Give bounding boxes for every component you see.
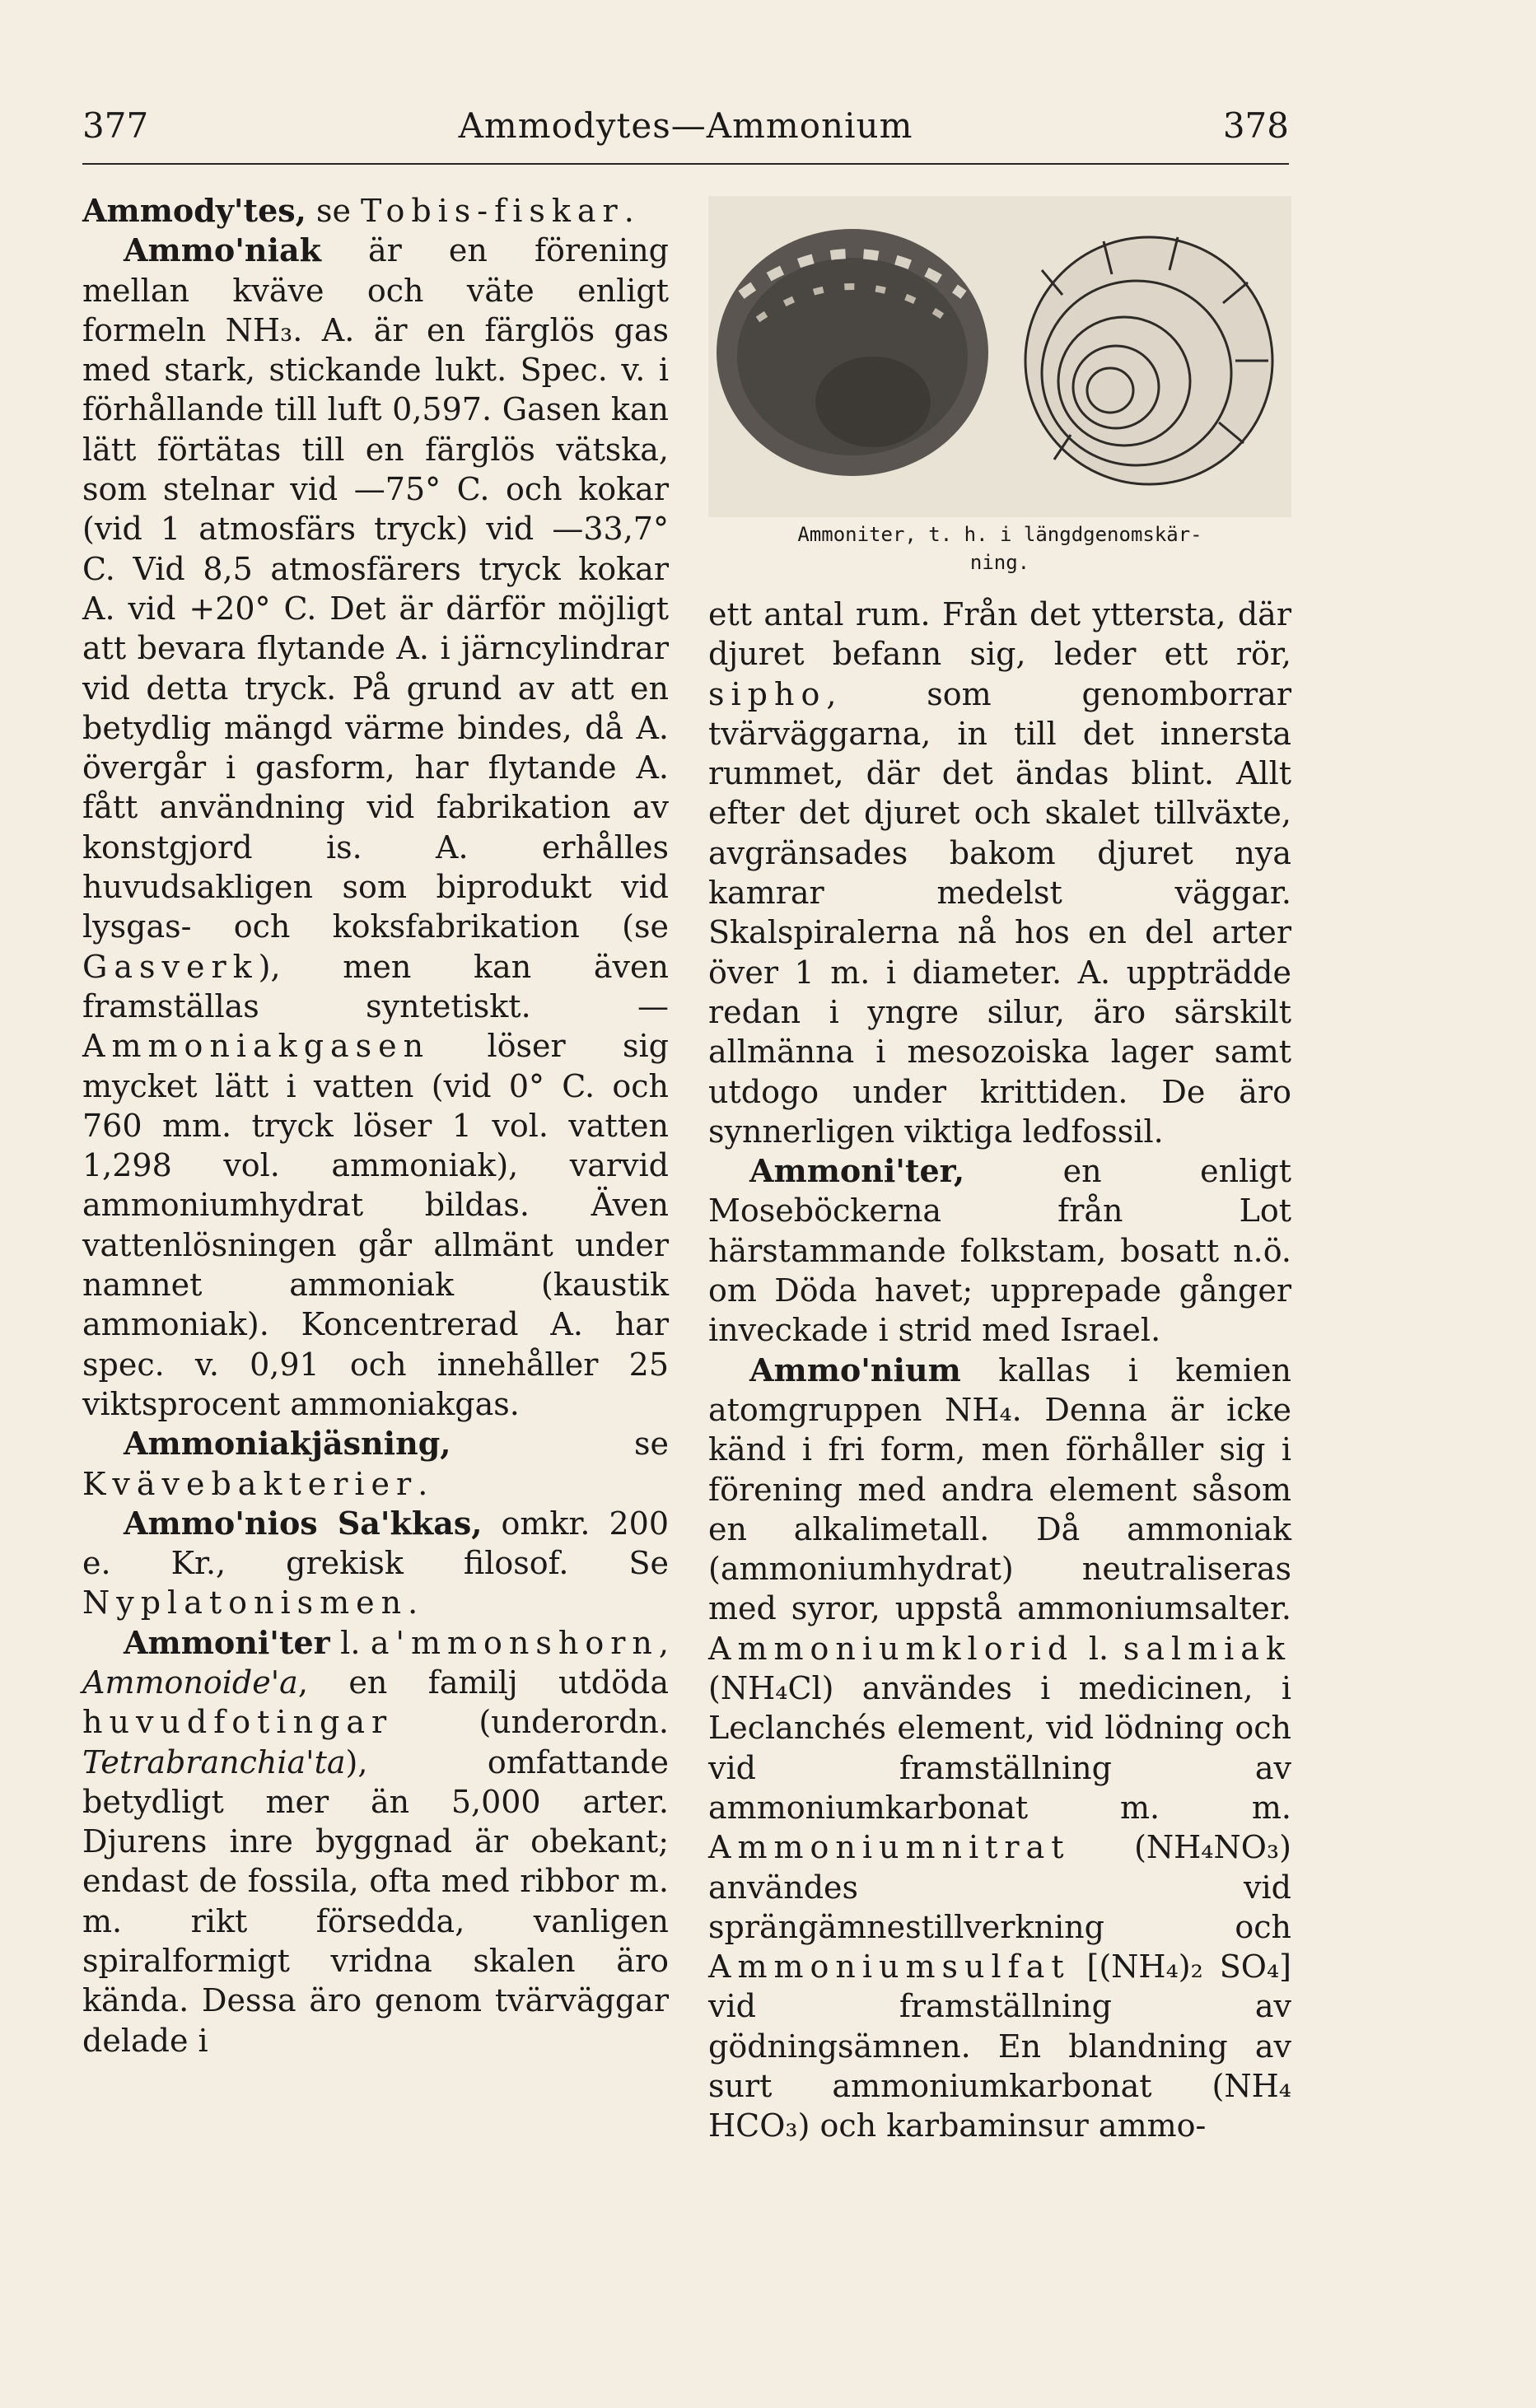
ammonite-illustration <box>708 196 1291 517</box>
cross-reference: Tobis-fiskar <box>361 193 624 229</box>
emphasized-term: Ammoniakgasen <box>82 1028 431 1065</box>
cross-reference: Kvävebakterier <box>82 1465 418 1502</box>
cross-reference: huvudfotingar <box>82 1704 394 1741</box>
entry-ammoniak: Ammo'niak är en förening mellan kväve och väte enligt formeln NH₃. A. är en färglös gas med stark, stickande lukt. Spec. v. i förhållande till luft 0,597. Gasen kan lätt förtätas till en färglös vätska, som stelnar vid —75° C. och kokar (vid 1 atmosfärs tryck) vid —33,7° C. Vid 8,5 atmosfärers tryck kokar A. vid +20° C. Det är därför möjligt att bevara flytande A. i järncylindrar vid detta tryck. På grund av att en betydlig mängd värme bindes, då A. övergår i gasform, har flytande A. fått användning vid fabrikation av konstgjord is. A. erhålles huvudsakligen som biprodukt vid lysgas- och koksfabrikation (se Gasverk), men kan även framställas syntetiskt. — Ammoniakgasen löser sig mycket lätt i vatten (vid 0° C. och 760 mm. tryck löser 1 vol. vatten 1,298 vol. ammoniak), varvid ammoniumhydrat bildas. Även vattenlösningen går allmänt under namnet ammoniak (kaustik ammoniak). Koncentrerad A. har spec. v. 0,91 och innehåller 25 viktsprocent ammoniakgas. <box>82 231 669 1422</box>
ammonite-fossil-image <box>717 229 988 476</box>
synonym: a'mmonshorn <box>370 1624 659 1661</box>
headword: Ammo'niak <box>124 231 321 269</box>
page-number-left: 377 <box>82 105 149 146</box>
running-header <box>82 105 1289 155</box>
entry-ammoniakjasning: Ammoniakjäsning, se Kvävebakterier. <box>82 1425 669 1502</box>
ammonite-cross-section <box>1025 237 1272 484</box>
headword: Ammoniakjäsning, <box>124 1425 451 1463</box>
entry-ammoniter: Ammoni'ter l. a'mmonshorn, Ammonoide'a, en familj utdöda huvudfotingar (underordn. Tetrabranchia'ta), omfattande betydligt mer än 5,000 arter. Djurens inre byggnad är obekant; endast de fossila, ofta med ribbor m. m. rikt försedda, vanligen spiralformigt vridna skalen äro kända. Dessa äro genom tvärväggar delade i <box>82 1623 669 2059</box>
headword: Ammody'tes, <box>82 192 306 229</box>
headword: Ammoni'ter, <box>749 1152 965 1190</box>
emphasized-term: Ammoniumklorid <box>708 1630 1075 1667</box>
entry-ammonium: Ammo'nium kallas i kemien atomgruppen NH₄. Denna är icke känd i fri form, men förhåller sig i förening med andra element såsom en alkalimetall. Då ammoniak (ammoniumhydrat) neutraliseras med syror, uppstå ammoniumsalter. Ammoniumklorid l. salmiak (NH₄Cl) användes i medicinen, i Leclanchés element, vid lödning och vid framställning av ammoniumkarbonat m. m. Ammoniumnitrat (NH₄NO₃) användes vid sprängämnestillverkning och Ammoniumsulfat [(NH₄)₂ SO₄] vid framställning av gödningsämnen. En blandning av surt ammoniumkarbonat (NH₄ HCO₃) och karbaminsur ammo- <box>708 1351 1291 2144</box>
entry-ammoniter-continued: ett antal rum. Från det yttersta, där djuret befann sig, leder ett rör, sipho, som genomborrar tvärväggarna, in till det innersta rummet, där det ändas blint. Allt efter det djuret och skalet tillväxte, avgränsades bakom djuret nya kamrar medelst väggar. Skalspiralerna nå hos en del arter över 1 m. i diameter. A. uppträdde redan i yngre silur, äro särskilt allmänna i mesozoiska lager samt utdogo under krittiden. De äro synnerligen viktiga ledfossil. <box>708 596 1291 1150</box>
latin-name: Tetrabranchia'ta <box>82 1743 346 1780</box>
right-column <box>708 595 1291 2146</box>
latin-name: Ammonoide'a <box>82 1664 298 1701</box>
headword: Ammo'nium <box>749 1351 961 1388</box>
running-title: Ammodytes—Ammonium <box>458 105 913 146</box>
entry-ammoniter-folkstam: Ammoni'ter, en enligt Moseböckerna från Lot härstammande folkstam, bosatt n.ö. om Döda havet; upprepade gånger inveckade i strid med Israel. <box>708 1152 1291 1349</box>
emphasized-term: Ammoniumsulfat <box>708 1948 1071 1986</box>
page-number-right: 378 <box>1222 105 1289 146</box>
emphasized-term: salmiak <box>1123 1630 1291 1667</box>
emphasized-term: Ammoniumnitrat <box>708 1829 1071 1866</box>
figure-caption: Ammoniter, t. h. i längdgenomskär- ning. <box>797 523 1202 574</box>
emphasized-term: sipho <box>708 675 827 712</box>
headword: Ammo'nios Sa'kkas, <box>124 1504 483 1542</box>
entry-ammonios-sakkas: Ammo'nios Sa'kkas, omkr. 200 e. Kr., grekisk filosof. Se Nyplatonismen. <box>82 1504 670 1622</box>
cross-reference: Gasverk <box>82 948 259 985</box>
headword: Ammoni'ter <box>124 1623 330 1661</box>
left-column <box>82 191 669 2060</box>
entry-ammodytes: Ammody'tes, se Tobis-fiskar. <box>82 192 634 229</box>
cross-reference: Nyplatonismen <box>82 1584 409 1622</box>
header-rule <box>82 163 1289 165</box>
